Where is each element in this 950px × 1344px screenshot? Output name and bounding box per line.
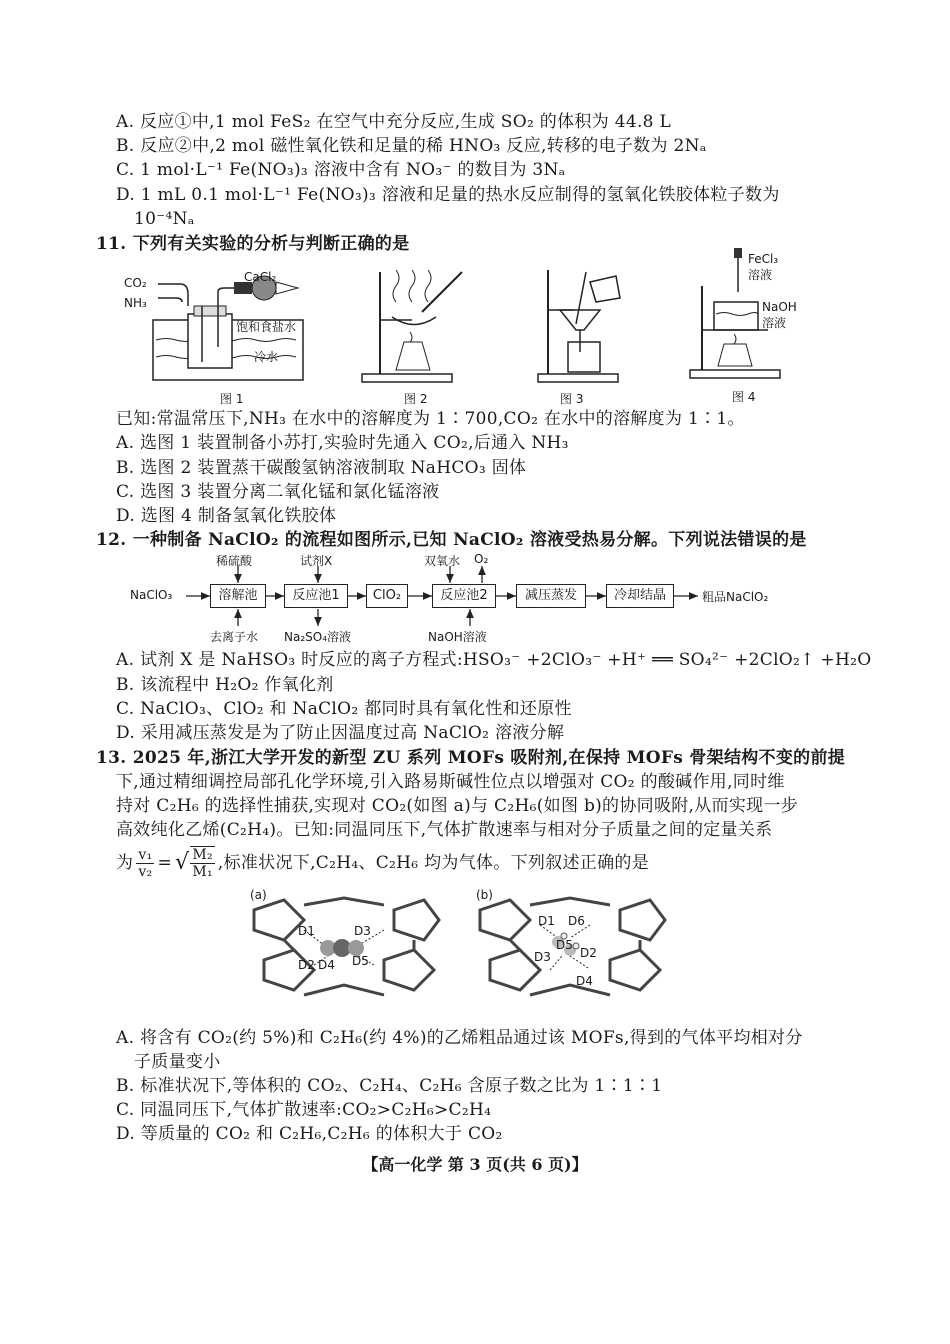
q10-option-d: D. 1 mL 0.1 mol·L⁻¹ Fe(NO₃)₃ 溶液和足量的热水反应制得的氢氧化铁胶体粒子数为 (116, 185, 780, 205)
mass-m2: M₂ (192, 847, 213, 863)
q12-option-d: D. 采用减压蒸发是为了防止因温度过高 NaClO₂ 溶液分解 (116, 723, 565, 743)
fig4-naoh-label: NaOH (762, 300, 797, 314)
q11-option-c: C. 选图 3 装置分离二氧化锰和氯化锰溶液 (116, 482, 440, 502)
fig-b-d1: D1 (538, 914, 555, 928)
flow-top-o2: O₂ (474, 552, 489, 566)
fig2-caption: 图 2 (404, 392, 428, 406)
q12-option-c: C. NaClO₃、ClO₂ 和 NaClO₂ 都同时具有氧化性和还原性 (116, 699, 572, 719)
rate-v2: v₂ (138, 863, 153, 880)
figure-3-apparatus (530, 262, 630, 387)
fig-a-d4: D4 (318, 958, 335, 972)
flow-bottom-na2so4: Na₂SO₄溶液 (284, 630, 352, 644)
flow-box-crystallize: 冷却结晶 (606, 584, 674, 608)
figure-a-label: (a) (250, 888, 267, 902)
q10-option-d-cont: 10⁻⁴Nₐ (134, 209, 195, 229)
rate-ratio-fraction (136, 847, 154, 880)
fig1-caption: 图 1 (220, 392, 244, 406)
figure-b-label: (b) (476, 888, 493, 902)
flow-end: 粗品NaClO₂ (702, 590, 769, 604)
figure-2-apparatus (352, 262, 472, 387)
fig1-cacl2-label: CaCl₂ (244, 270, 277, 284)
fig1-brine-label: 饱和食盐水 (236, 320, 297, 334)
rate-v1: v₁ (138, 846, 153, 863)
fig3-caption: 图 3 (560, 392, 584, 406)
q13-option-a-cont: 子质量变小 (134, 1052, 221, 1072)
fig-b-d4: D4 (576, 974, 593, 988)
figure-a-mof-co2 (244, 890, 444, 1010)
flow-bottom-naoh: NaOH溶液 (428, 630, 487, 644)
fig4-caption: 图 4 (732, 390, 756, 404)
q12-stem: 12. 一种制备 NaClO₂ 的流程如图所示,已知 NaClO₂ 溶液受热易分解。下列说法错误的是 (96, 530, 807, 550)
q11-option-a: A. 选图 1 装置制备小苏打,实验时先通入 CO₂,后通入 NH₃ (116, 433, 569, 453)
flow-box-clo2: ClO₂ (366, 584, 408, 608)
fig-a-d5: D5 (352, 954, 369, 968)
page-footer: 【高一化学 第 3 页(共 6 页)】 (362, 1155, 588, 1174)
flow-box-dissolve: 溶解池 (210, 584, 266, 608)
equals-sign: = (157, 853, 172, 873)
fig4-naoh-solution: 溶液 (762, 316, 787, 330)
q11-option-d: D. 选图 4 制备氢氧化铁胶体 (116, 506, 337, 526)
flow-top-h2o2: 双氧水 (424, 554, 461, 568)
q13-option-b: B. 标准状况下,等体积的 CO₂、C₂H₄、C₂H₆ 含原子数之比为 1∶1∶1 (116, 1076, 663, 1096)
flow-box-reactor2: 反应池2 (432, 584, 496, 608)
q13-option-c: C. 同温同压下,气体扩散速率:CO₂>C₂H₆>C₂H₄ (116, 1100, 492, 1120)
flow-top-reagent-x: 试剂X (300, 554, 333, 568)
flow-start: NaClO₃ (130, 588, 173, 602)
mass-m1: M₁ (192, 864, 213, 880)
fig-b-d2: D2 (580, 946, 597, 960)
q10-option-a: A. 反应①中,1 mol FeS₂ 在空气中充分反应,生成 SO₂ 的体积为 44.8 L (116, 112, 672, 132)
flow-box-evaporate: 减压蒸发 (516, 584, 586, 608)
q13-stem-line4: 高效纯化乙烯(C₂H₄)。已知:同温同压下,气体扩散速率与相对分子质量之间的定量关系 (116, 820, 773, 840)
q12-option-a: A. 试剂 X 是 NaHSO₃ 时反应的离子方程式:HSO₃⁻ +2ClO₃⁻ +H⁺ ══ SO₄²⁻ +2ClO₂↑ +H₂O (116, 650, 872, 670)
fig-a-d1: D1 (298, 924, 315, 938)
q11-stem: 11. 下列有关实验的分析与判断正确的是 (96, 234, 410, 254)
q13-stem-line3: 持对 C₂H₆ 的选择性捕获,实现对 CO₂(如图 a)与 C₂H₆(如图 b)的协同吸附,从而实现一步 (116, 796, 799, 816)
fig4-fecl3-solution: 溶液 (748, 268, 773, 282)
q13-stem-line2: 下,通过精细调控局部孔化学环境,引入路易斯碱性位点以增强对 CO₂ 的酸碱作用,同时维 (116, 772, 785, 792)
fig1-nh3-label: NH₃ (124, 296, 147, 310)
fig1-co2-label: CO₂ (124, 276, 147, 290)
flow-bottom-water: 去离子水 (210, 630, 259, 644)
q13-stem-line1: 13. 2025 年,浙江大学开发的新型 ZU 系列 MOFs 吸附剂,在保持 MOFs 骨架结构不变的前提 (96, 748, 846, 768)
q13-option-d: D. 等质量的 CO₂ 和 C₂H₆,C₂H₆ 的体积大于 CO₂ (116, 1124, 503, 1144)
fig4-fecl3-label: FeCl₃ (748, 252, 779, 266)
mass-ratio-fraction (190, 846, 215, 880)
fig-b-d3: D3 (534, 950, 551, 964)
flow-top-acid: 稀硫酸 (216, 554, 253, 568)
q11-option-b: B. 选图 2 装置蒸干碳酸氢钠溶液制取 NaHCO₃ 固体 (116, 458, 527, 478)
q12-option-b: B. 该流程中 H₂O₂ 作氧化剂 (116, 675, 334, 695)
fig-b-d6: D6 (568, 914, 585, 928)
q10-option-b: B. 反应②中,2 mol 磁性氧化铁和足量的稀 HNO₃ 反应,转移的电子数为 2Nₐ (116, 136, 707, 156)
fig-b-d5: D5 (556, 938, 573, 952)
q10-option-c: C. 1 mol·L⁻¹ Fe(NO₃)₃ 溶液中含有 NO₃⁻ 的数目为 3Nₐ (116, 160, 566, 180)
fig-a-d2: D2 (298, 958, 315, 972)
fig-a-d3: D3 (354, 924, 371, 938)
q13-for-text: 为 (116, 853, 134, 873)
q13-option-a: A. 将含有 CO₂(约 5%)和 C₂H₆(约 4%)的乙烯粗品通过该 MOFs,得到的气体平均相对分 (116, 1028, 803, 1048)
q13-stem-line5-rest: ,标准状况下,C₂H₄、C₂H₆ 均为气体。下列叙述正确的是 (217, 853, 650, 873)
flow-box-reactor1: 反应池1 (284, 584, 348, 608)
sqrt-sign: √ (174, 850, 190, 875)
fig1-cold-water-label: 冷水 (254, 350, 279, 364)
q13-stem-line5 (116, 846, 649, 880)
q11-known: 已知:常温常压下,NH₃ 在水中的溶解度为 1∶700,CO₂ 在水中的溶解度为 1∶1。 (116, 409, 745, 429)
